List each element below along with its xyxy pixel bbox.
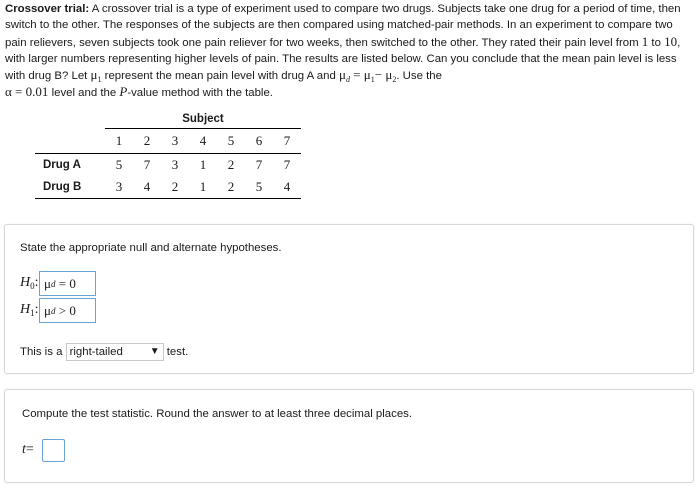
table-row xyxy=(35,176,301,199)
h0-input[interactable]: μ d = 0 xyxy=(39,271,96,296)
data-table xyxy=(35,110,301,199)
chevron-down-icon: ▼ xyxy=(149,346,160,357)
test-statistic-panel xyxy=(4,389,694,483)
intro-text-6: -value method with the table. xyxy=(127,87,273,100)
subject-number: 3 xyxy=(171,133,179,148)
table-cell: 5 xyxy=(245,176,273,199)
h1-input[interactable]: μ d > 0 xyxy=(39,298,96,323)
table-cell: 7 xyxy=(283,157,291,172)
table-cell: 7 xyxy=(143,157,151,172)
table-cell: 1 xyxy=(189,176,217,199)
table-cell: 4 xyxy=(273,176,301,199)
table-cell: 1 xyxy=(199,157,207,172)
table-cell: 2 xyxy=(161,176,189,199)
tail-sentence: This is a right-tailed ▼ test. xyxy=(20,343,188,361)
subject-number: 5 xyxy=(227,133,235,148)
tail-select[interactable]: right-tailed ▼ xyxy=(66,343,164,361)
h1-label: $H_1$: xyxy=(20,302,39,318)
intro-text-2: , with larger numbers representing higher levels of pain. The results are listed below. Can you conclude that the mean pain level is less with drug B? Let xyxy=(5,36,681,83)
table-header-row xyxy=(35,110,301,129)
problem-intro xyxy=(5,1,693,102)
table-cell: 3 xyxy=(171,157,179,172)
subject-number: 6 xyxy=(255,133,263,148)
p-symbol: P xyxy=(119,84,128,100)
table-cell: 4 xyxy=(133,176,161,199)
subject-number-row xyxy=(35,129,301,154)
intro-text-3: represent the mean pain level with drug A and xyxy=(104,70,336,83)
t-label: t= xyxy=(22,442,34,457)
hypotheses-panel xyxy=(4,224,694,374)
table-row xyxy=(35,154,301,177)
problem-title: Crossover trial: xyxy=(5,3,90,15)
subject-number: 7 xyxy=(283,133,291,148)
subject-number: 4 xyxy=(199,133,207,148)
table-cell: 2 xyxy=(227,157,235,172)
test-statistic-prompt: Compute the test statistic. Round the answer to at least three decimal places. xyxy=(22,408,413,420)
subject-number: 1 xyxy=(115,133,123,148)
pain-max: 10 xyxy=(664,33,678,49)
subject-number: 2 xyxy=(143,133,151,148)
table-cell: 5 xyxy=(115,157,123,172)
intro-text-4: . Use the xyxy=(396,70,442,83)
mu-1-symbol: $\mu_1$ xyxy=(90,67,102,85)
table-cell: 7 xyxy=(255,157,263,172)
intro-to: to xyxy=(651,36,661,49)
alpha-value: α = 0.01 xyxy=(5,84,49,100)
h0-label: $H_0$: xyxy=(20,275,39,291)
intro-text-5: level and the xyxy=(51,87,117,100)
row-label-drug-a: Drug A xyxy=(43,159,81,171)
t-statistic-input[interactable] xyxy=(42,439,65,462)
table-cell: 3 xyxy=(105,176,133,199)
table-cell: 2 xyxy=(217,176,245,199)
row-label-drug-b: Drug B xyxy=(35,176,105,199)
intro-text-1: A crossover trial is a type of experiment used to compare two drugs. Subjects take one drug for a period of time, then switch to the other. The responses of the subjects are then compared using matched-pair methods. In an experiment to compare two pain relievers, seven subjects took one pain reliever for two weeks, then switched to the other. They rated their pain level from xyxy=(5,3,681,49)
hypotheses-prompt: State the appropriate null and alternate hypotheses. xyxy=(20,242,282,254)
mu-d-definition: $\mu_d = \mu_1- \mu_2$ xyxy=(338,67,397,85)
subject-header: Subject xyxy=(105,110,301,129)
pain-min: 1 xyxy=(641,33,649,49)
